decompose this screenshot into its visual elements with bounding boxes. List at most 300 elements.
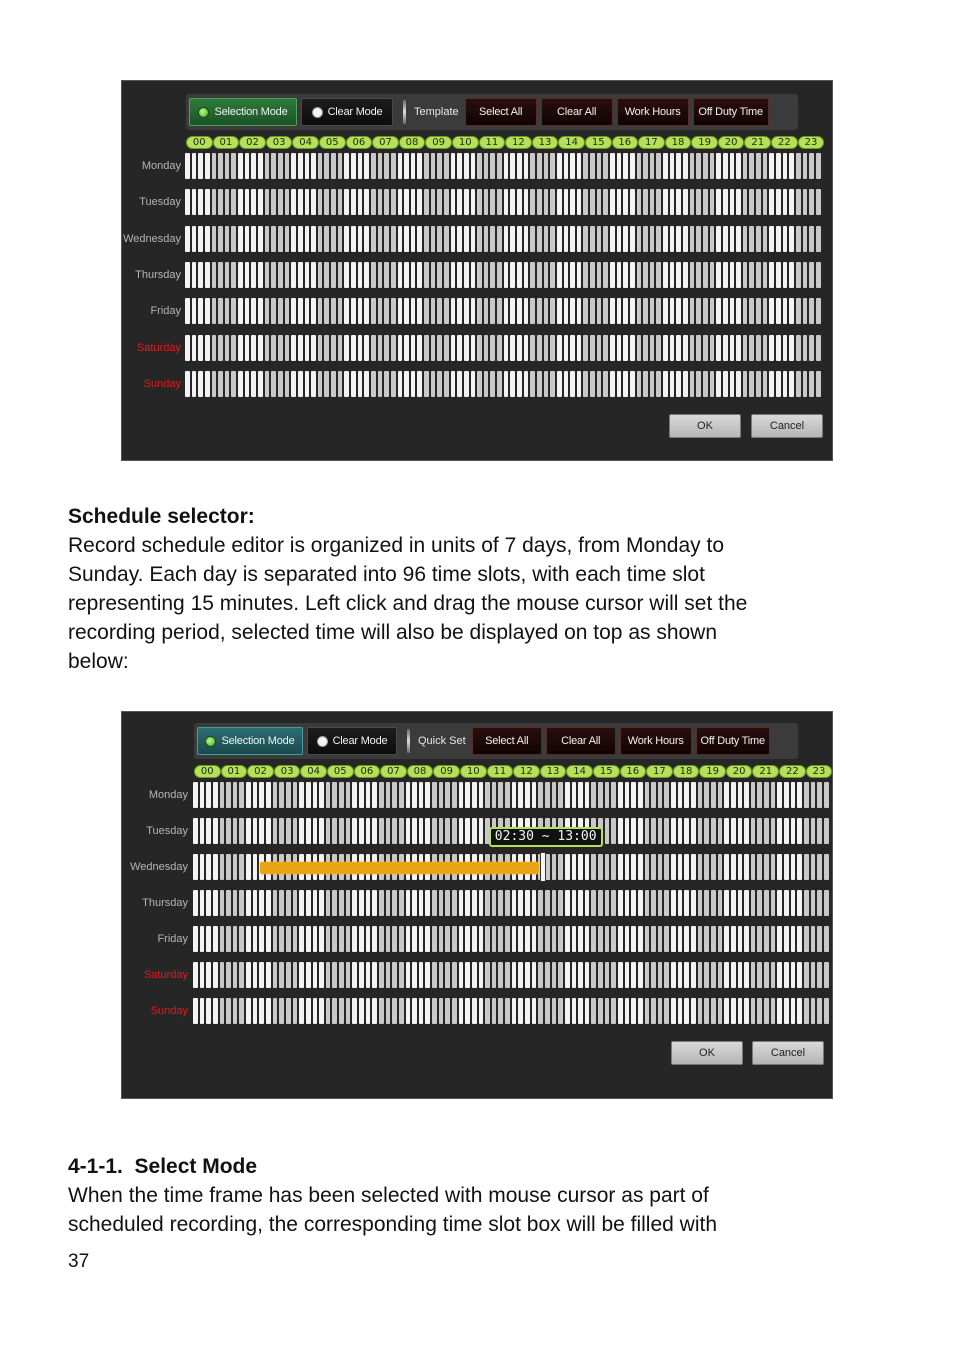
time-slot[interactable] [398,371,403,397]
time-slot[interactable] [656,226,661,252]
time-slot[interactable] [610,371,615,397]
time-slot[interactable] [824,890,829,916]
time-slot[interactable] [670,189,675,215]
time-slot[interactable] [572,926,577,952]
time-slot[interactable] [776,371,781,397]
time-slot[interactable] [338,371,343,397]
time-slot[interactable] [804,962,809,988]
time-slot[interactable] [457,153,462,179]
time-slot[interactable] [631,890,636,916]
time-slot[interactable] [678,962,683,988]
time-slot[interactable] [286,962,291,988]
time-slot[interactable] [796,153,801,179]
time-slot[interactable] [663,153,668,179]
time-slot[interactable] [352,926,357,952]
time-slot[interactable] [577,298,582,324]
time-slot[interactable] [524,298,529,324]
time-slot[interactable] [439,782,444,808]
time-slot[interactable] [246,998,251,1024]
time-slot[interactable] [417,335,422,361]
time-slot[interactable] [743,226,748,252]
time-slot[interactable] [550,226,555,252]
time-slot[interactable] [245,298,250,324]
time-slot[interactable] [451,335,456,361]
time-slot[interactable] [412,998,417,1024]
time-slot[interactable] [698,998,703,1024]
time-slot[interactable] [749,189,754,215]
time-slot[interactable] [537,371,542,397]
time-slot[interactable] [664,854,669,880]
time-slot[interactable] [431,335,436,361]
time-slot[interactable] [537,189,542,215]
time-slot[interactable] [791,782,796,808]
time-slot[interactable] [490,262,495,288]
time-slot[interactable] [286,890,291,916]
time-slot[interactable] [643,226,648,252]
time-slot[interactable] [278,189,283,215]
time-slot[interactable] [530,226,535,252]
time-slot[interactable] [286,782,291,808]
time-slot[interactable] [432,962,437,988]
time-slot[interactable] [751,926,756,952]
time-slot[interactable] [258,262,263,288]
time-slot[interactable] [817,962,822,988]
time-slot[interactable] [306,926,311,952]
time-slot[interactable] [218,298,223,324]
time-slot[interactable] [704,926,709,952]
time-slot[interactable] [371,298,376,324]
time-slot[interactable] [690,226,695,252]
time-slot[interactable] [743,298,748,324]
time-slot[interactable] [690,371,695,397]
time-slot[interactable] [391,189,396,215]
time-slot[interactable] [617,153,622,179]
time-slot[interactable] [583,226,588,252]
time-slot[interactable] [306,998,311,1024]
time-slot[interactable] [512,890,517,916]
time-slot[interactable] [193,890,198,916]
time-slot[interactable] [497,262,502,288]
time-slot[interactable] [789,189,794,215]
time-slot[interactable] [603,335,608,361]
time-slot[interactable] [206,962,211,988]
time-slot[interactable] [331,335,336,361]
time-slot[interactable] [392,962,397,988]
time-slot[interactable] [618,962,623,988]
time-slot[interactable] [233,782,238,808]
time-slot[interactable] [510,153,515,179]
time-slot[interactable] [676,189,681,215]
time-slot[interactable] [684,998,689,1024]
time-slot[interactable] [769,226,774,252]
time-slot[interactable] [524,226,529,252]
time-slot[interactable] [572,782,577,808]
time-slot[interactable] [326,962,331,988]
time-slot[interactable] [711,962,716,988]
time-slot[interactable] [319,890,324,916]
time-slot[interactable] [630,226,635,252]
time-slot[interactable] [623,371,628,397]
time-slot[interactable] [678,926,683,952]
time-slot[interactable] [718,926,723,952]
time-slot[interactable] [305,335,310,361]
time-slot[interactable] [637,335,642,361]
time-slot[interactable] [764,962,769,988]
time-slot[interactable] [497,189,502,215]
time-slot[interactable] [664,998,669,1024]
time-slot[interactable] [671,998,676,1024]
time-slot[interactable] [251,335,256,361]
time-slot[interactable] [530,371,535,397]
time-slot[interactable] [266,926,271,952]
time-slot[interactable] [332,890,337,916]
time-slot[interactable] [603,226,608,252]
selected-time-range-bar[interactable] [260,862,539,874]
time-slot[interactable] [625,962,630,988]
time-slot[interactable] [731,818,736,844]
time-slot[interactable] [757,926,762,952]
time-slot[interactable] [492,782,497,808]
time-slot[interactable] [698,818,703,844]
time-slot[interactable] [253,962,258,988]
time-slot[interactable] [744,782,749,808]
time-slot[interactable] [437,189,442,215]
time-slot[interactable] [384,298,389,324]
time-slot[interactable] [564,335,569,361]
time-slot[interactable] [490,335,495,361]
time-slot[interactable] [784,998,789,1024]
time-slot[interactable] [425,890,430,916]
time-slot[interactable] [538,782,543,808]
time-slot[interactable] [326,926,331,952]
time-slot[interactable] [245,335,250,361]
time-slot[interactable] [730,153,735,179]
time-slot[interactable] [332,782,337,808]
time-slot[interactable] [696,262,701,288]
time-slot[interactable] [676,262,681,288]
time-slot[interactable] [824,962,829,988]
time-slot[interactable] [738,782,743,808]
time-slot[interactable] [676,371,681,397]
time-slot[interactable] [743,335,748,361]
time-slot[interactable] [578,926,583,952]
time-slot[interactable] [736,298,741,324]
time-slot[interactable] [311,298,316,324]
time-slot[interactable] [200,926,205,952]
time-slot[interactable] [479,926,484,952]
time-slot[interactable] [218,335,223,361]
time-slot[interactable] [656,262,661,288]
time-slot[interactable] [505,890,510,916]
time-slot[interactable] [225,298,230,324]
time-slot[interactable] [411,153,416,179]
time-slot[interactable] [603,371,608,397]
time-slot[interactable] [239,998,244,1024]
time-slot[interactable] [598,998,603,1024]
time-slot[interactable] [545,782,550,808]
time-slot[interactable] [711,854,716,880]
time-slot[interactable] [791,962,796,988]
time-slot[interactable] [617,189,622,215]
time-slot[interactable] [464,226,469,252]
time-slot[interactable] [404,153,409,179]
time-slot[interactable] [703,262,708,288]
time-slot[interactable] [273,998,278,1024]
time-slot[interactable] [444,226,449,252]
time-slot[interactable] [617,298,622,324]
time-slot[interactable] [331,153,336,179]
time-slot[interactable] [464,371,469,397]
time-slot[interactable] [266,782,271,808]
time-slot[interactable] [756,335,761,361]
time-slot[interactable] [358,153,363,179]
time-slot[interactable] [251,226,256,252]
time-slot[interactable] [703,335,708,361]
time-slot[interactable] [200,890,205,916]
time-slot[interactable] [537,226,542,252]
time-slot[interactable] [399,890,404,916]
time-slot[interactable] [411,335,416,361]
time-slot[interactable] [205,189,210,215]
time-slot[interactable] [744,818,749,844]
time-slot[interactable] [505,926,510,952]
time-slot[interactable] [471,189,476,215]
time-slot[interactable] [637,153,642,179]
time-slot[interactable] [651,782,656,808]
time-slot[interactable] [710,189,715,215]
time-slot[interactable] [218,226,223,252]
time-slot[interactable] [630,335,635,361]
time-slot[interactable] [703,153,708,179]
time-slot[interactable] [471,226,476,252]
time-slot[interactable] [643,189,648,215]
time-slot[interactable] [570,371,575,397]
time-slot[interactable] [465,890,470,916]
time-slot[interactable] [611,926,616,952]
time-slot[interactable] [384,226,389,252]
time-slot[interactable] [339,926,344,952]
time-slot[interactable] [471,298,476,324]
time-slot[interactable] [510,335,515,361]
time-slot[interactable] [811,890,816,916]
time-slot[interactable] [771,890,776,916]
time-slot[interactable] [565,998,570,1024]
time-slot[interactable] [318,189,323,215]
time-slot[interactable] [366,926,371,952]
time-slot[interactable] [544,226,549,252]
time-slot[interactable] [451,226,456,252]
time-slot[interactable] [371,153,376,179]
time-slot[interactable] [384,153,389,179]
time-slot[interactable] [757,962,762,988]
time-slot[interactable] [784,890,789,916]
time-slot[interactable] [318,298,323,324]
time-slot[interactable] [245,153,250,179]
time-slot[interactable] [518,998,523,1024]
time-slot[interactable] [763,371,768,397]
time-slot[interactable] [306,782,311,808]
time-slot[interactable] [437,226,442,252]
time-slot[interactable] [803,262,808,288]
time-slot[interactable] [484,262,489,288]
time-slot[interactable] [645,782,650,808]
time-slot[interactable] [305,226,310,252]
time-slot[interactable] [643,298,648,324]
time-slot[interactable] [532,890,537,916]
time-slot[interactable] [213,890,218,916]
time-slot[interactable] [238,153,243,179]
time-slot[interactable] [451,262,456,288]
time-slot[interactable] [711,782,716,808]
time-slot[interactable] [331,226,336,252]
time-slot[interactable] [338,189,343,215]
time-slot[interactable] [730,371,735,397]
time-slot[interactable] [577,153,582,179]
time-slot[interactable] [417,153,422,179]
time-slot[interactable] [518,962,523,988]
time-slot[interactable] [817,890,822,916]
time-slot[interactable] [498,926,503,952]
time-slot[interactable] [671,818,676,844]
time-slot[interactable] [265,153,270,179]
time-slot[interactable] [364,189,369,215]
time-slot[interactable] [678,890,683,916]
time-slot[interactable] [797,818,802,844]
time-slot[interactable] [736,335,741,361]
time-slot[interactable] [251,153,256,179]
time-slot[interactable] [351,371,356,397]
time-slot[interactable] [391,335,396,361]
time-slot[interactable] [399,782,404,808]
time-slot[interactable] [352,890,357,916]
time-slot[interactable] [339,818,344,844]
time-slot[interactable] [603,262,608,288]
time-slot[interactable] [193,782,198,808]
time-slot[interactable] [306,890,311,916]
time-slot[interactable] [698,890,703,916]
time-slot[interactable] [398,226,403,252]
time-slot[interactable] [618,926,623,952]
time-slot[interactable] [404,335,409,361]
time-slot[interactable] [364,335,369,361]
time-slot[interactable] [318,335,323,361]
time-slot[interactable] [291,262,296,288]
time-slot[interactable] [605,818,610,844]
time-slot[interactable] [803,189,808,215]
time-slot[interactable] [378,262,383,288]
time-slot[interactable] [459,890,464,916]
time-slot[interactable] [271,153,276,179]
time-slot[interactable] [439,890,444,916]
time-slot[interactable] [451,298,456,324]
time-slot[interactable] [763,189,768,215]
time-slot[interactable] [406,998,411,1024]
time-slot[interactable] [796,226,801,252]
time-slot[interactable] [570,335,575,361]
time-slot[interactable] [359,926,364,952]
time-slot[interactable] [756,371,761,397]
time-slot[interactable] [583,153,588,179]
time-slot[interactable] [643,335,648,361]
time-slot[interactable] [658,998,663,1024]
time-slot[interactable] [611,890,616,916]
time-slot[interactable] [683,189,688,215]
time-slot[interactable] [364,226,369,252]
time-slot[interactable] [265,335,270,361]
time-slot[interactable] [763,226,768,252]
time-slot[interactable] [419,782,424,808]
time-slot[interactable] [338,298,343,324]
time-slot[interactable] [631,782,636,808]
time-slot[interactable] [771,962,776,988]
time-slot[interactable] [565,854,570,880]
time-slot[interactable] [246,818,251,844]
time-slot[interactable] [305,189,310,215]
time-slot[interactable] [544,153,549,179]
time-slot[interactable] [597,189,602,215]
time-slot[interactable] [291,371,296,397]
time-slot[interactable] [510,298,515,324]
time-slot[interactable] [445,926,450,952]
time-slot[interactable] [564,298,569,324]
time-slot[interactable] [558,926,563,952]
time-slot[interactable] [346,926,351,952]
time-slot[interactable] [484,189,489,215]
time-slot[interactable] [623,226,628,252]
time-slot[interactable] [824,854,829,880]
time-slot[interactable] [550,335,555,361]
time-slot[interactable] [671,926,676,952]
time-slot[interactable] [550,262,555,288]
time-slot[interactable] [324,371,329,397]
time-slot[interactable] [306,962,311,988]
time-slot[interactable] [558,854,563,880]
time-slot[interactable] [392,926,397,952]
time-slot[interactable] [445,962,450,988]
time-slot[interactable] [724,854,729,880]
time-slot[interactable] [251,298,256,324]
time-slot[interactable] [564,153,569,179]
time-slot[interactable] [771,926,776,952]
time-slot[interactable] [379,782,384,808]
time-slot[interactable] [751,998,756,1024]
time-slot[interactable] [338,335,343,361]
time-slot[interactable] [233,818,238,844]
time-slot[interactable] [372,926,377,952]
time-slot[interactable] [185,189,190,215]
time-slot[interactable] [723,189,728,215]
time-slot[interactable] [730,298,735,324]
time-slot[interactable] [220,890,225,916]
time-slot[interactable] [597,335,602,361]
time-slot[interactable] [484,371,489,397]
time-slot[interactable] [425,782,430,808]
time-slot[interactable] [419,818,424,844]
time-slot[interactable] [285,371,290,397]
time-slot[interactable] [218,262,223,288]
time-slot[interactable] [358,189,363,215]
time-slot[interactable] [226,926,231,952]
time-slot[interactable] [206,998,211,1024]
time-slot[interactable] [650,153,655,179]
time-slot[interactable] [532,998,537,1024]
time-slot[interactable] [718,890,723,916]
time-slot[interactable] [298,226,303,252]
time-slot[interactable] [637,371,642,397]
time-slot[interactable] [684,926,689,952]
time-slot[interactable] [638,926,643,952]
time-slot[interactable] [537,298,542,324]
